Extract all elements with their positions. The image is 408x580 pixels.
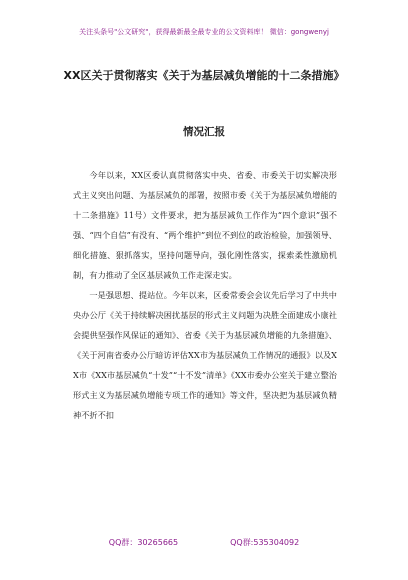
document-body	[73, 166, 337, 427]
document-title: XX区关于贯彻落实《关于为基层减负增能的十二条措施》	[63, 69, 345, 82]
header-note: 关注头条号"公文研究"，获得最新最全最专业的公文资料库！ 微信：gongwenyj	[79, 28, 329, 36]
body-paragraph: 今年以来，XX区委认真贯彻落实中央、省委、市委关于切实解决形式主义突出问题、为基层减负的部署，按照市委《关于为基层减负增能的十二条措施》11号）文件要求，把为基层减负工作作为“四个意识”强不强、“四个自信”有没有、“两个维护”到位不到位的政治检验，加强领导、细化措施、狠抓落实，坚持问题导向，强化刚性落实，探索柔性激励机制，有力推动了全区基层减负工作走深走实。	[73, 170, 337, 280]
footer	[0, 537, 408, 548]
document-subtitle: 情况汇报	[183, 126, 225, 138]
footer-qq-group-2: QQ群:535304092	[230, 538, 300, 547]
body-paragraph: 一是强思想、提站位。今年以来，区委常委会会议先后学习了中共中央办公厅《关于持续解决困扰基层的形式主义问题为决胜全面建成小康社会提供坚强作风保证的通知》、省委《关于为基层减负增能的九条措施》、《关于河南省委办公厅暗访评估XX市为基层减负工作情况的通报》以及XX市《XX市基层减负“十发”“十不发”清单》《XX市委办公室关于建立整治形式主义为基层减负增能专项工作的通知》等文件，坚决把为基层减负精神不折不扣	[73, 290, 337, 420]
footer-qq-group-1: QQ群：30265665	[108, 538, 179, 547]
